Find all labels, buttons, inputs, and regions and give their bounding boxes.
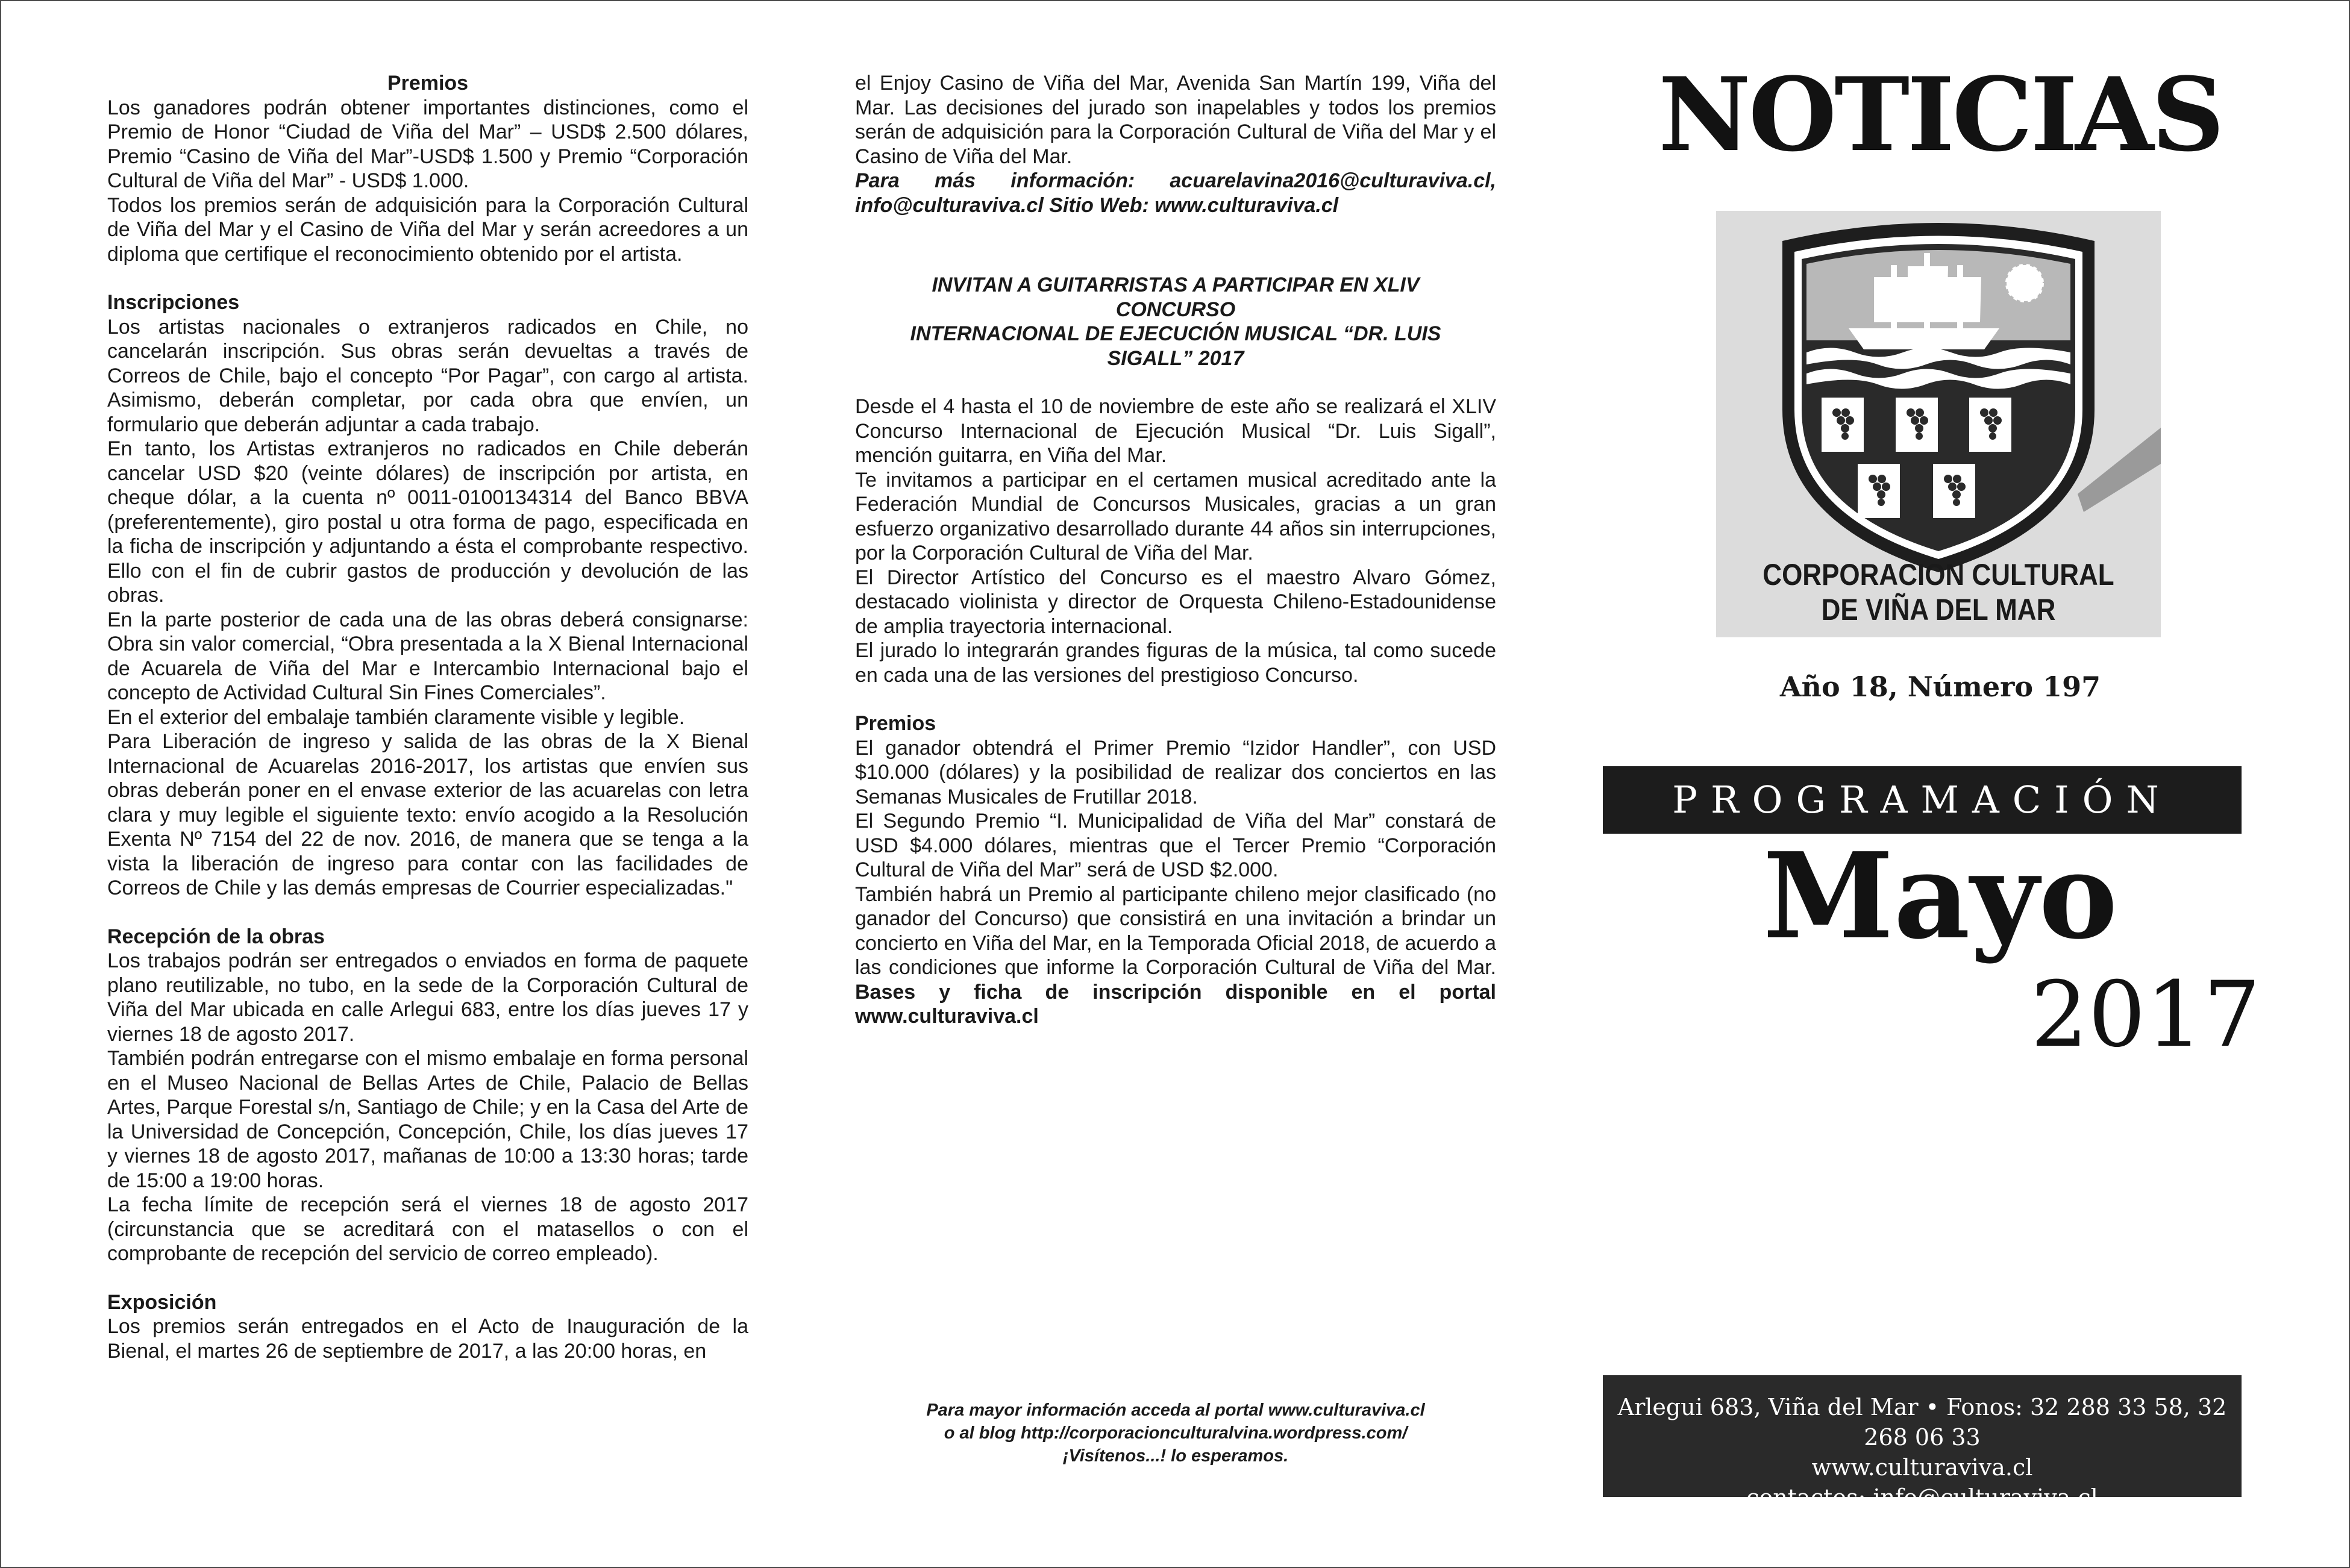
contact-address: Arlegui 683, Viña del Mar • Fonos: 32 288 33 58, 32 268 06 33 [1617, 1394, 2227, 1451]
premios-paragraph-2: Todos los premios serán de adquisición para la Corporación Cultural de Viña del Mar y el Casino de Viña del Mar y serán acreedores a un diploma que certifique el reconocimiento obtenido por el artista. [107, 193, 748, 266]
recepcion-paragraph-2: También podrán entregarse con el mismo embalaje en forma personal en el Museo Nacional de Bellas Artes de Chile, Palacio de Bellas Artes, Parque Forestal s/n, Santiago de Chile; y en la Casa del Arte de la Universidad de Concepción, Concepción, Chile, los días jueves 17 y viernes 18 de agosto 2017, mañanas de 10:00 a 13:30 horas; tarde de 15:00 a 19:00 horas. [107, 1047, 748, 1192]
exposicion-paragraph-1: Los premios serán entregados en el Acto de Inauguración de la Bienal, el martes 26 de septiembre de 2017, a las 20:00 horas, en [107, 1315, 748, 1363]
contact-email: contactos: info@culturaviva.cl [1746, 1484, 2098, 1511]
year-title: 2017 [2031, 963, 2261, 1067]
corporation-logo [1716, 211, 2161, 637]
article-premios-paragraph-2: El Segundo Premio “I. Municipalidad de Viña del Mar” constará de USD $4.000 dólares, mientras que el Tercer Premio “Corporación Cultural de Viña del Mar” será de USD $2.000. [855, 810, 1496, 881]
middle-footer-line-1: Para mayor información acceda al portal www.culturaviva.cl [926, 1401, 1425, 1420]
continuation-paragraph: el Enjoy Casino de Viña del Mar, Avenida San Martín 199, Viña del Mar. Las decisiones del jurado son inapelables y todos los premios serán de adquisición para la Corporación Cultural de Viña del Mar y el Casino de Viña del Mar. [855, 72, 1496, 168]
logo-text-line-2: DE VIÑA DEL MAR [1821, 593, 2056, 626]
recepcion-paragraph-3: La fecha límite de recepción será el viernes 18 de agosto 2017 (circunstancia que se acreditará con el matasellos o con el comprobante de recepción del servicio de correo empleado). [107, 1193, 748, 1265]
recepcion-heading: Recepción de la obras [107, 925, 325, 948]
article-paragraph-1: Desde el 4 hasta el 10 de noviembre de este año se realizará el XLIV Concurso Internacional de Ejecución Musical “Dr. Luis Sigall”, mención guitarra, en Viña del Mar. [855, 395, 1496, 467]
logo-text [1743, 557, 2134, 627]
article-premios-bases-link-text: Bases y ficha de inscripción disponible en el portal www.culturaviva.cl [855, 980, 1496, 1028]
contact-box [1603, 1375, 2242, 1511]
inscripciones-paragraph-5: Para Liberación de ingreso y salida de las obras de la X Bienal Internacional de Acuarelas 2016-2017, los artistas que envíen sus obras deberán poner en el envase exterior de las acuarelas con letra clara y muy legible el siguiente texto: envío acogido a la Resolución Exenta Nº 7154 del 22 de nov. 2016, de manera que se tenga a la vista la liberación de ingreso para contar con las facilidades de Correos de Chile y las demás empresas de Courrier especializadas." [107, 730, 748, 899]
exposicion-heading: Exposición [107, 1290, 217, 1314]
article-title [855, 273, 1496, 370]
logo-text-line-1: CORPORACION CULTURAL [1762, 558, 2114, 592]
middle-footer-line-2: o al blog http://corporacionculturalvina.wordpress.com/ [944, 1423, 1408, 1443]
inscripciones-paragraph-3: En la parte posterior de cada una de las obras deberá consignarse: Obra sin valor comercial, “Obra presentada a la X Bienal Internacional de Acuarela de Viña del Mar e Intercambio Internacional bajo el concepto de Actividad Cultural Sin Fines Comerciales”. [107, 608, 748, 704]
article-paragraph-4: El jurado lo integrarán grandes figuras de la música, tal como sucede en cada una de las versiones del prestigioso Concurso. [855, 639, 1496, 687]
article-premios-paragraph-3 [855, 882, 1496, 1029]
issue-number: Año 18, Número 197 [1779, 670, 2101, 703]
middle-footer [855, 1399, 1496, 1467]
inscripciones-paragraph-1: Los artistas nacionales o extranjeros radicados en Chile, no cancelarán inscripción. Sus obras serán devueltas a través de Correos de Chile, bajo el concepto “Por Pagar”, con cargo al artista. Asimismo, deberán completar, por cada obra que envíen, un formulario que deberán adjuntar a cada trabajo. [107, 315, 748, 436]
contact-website: www.culturaviva.cl [1811, 1454, 2033, 1481]
programacion-banner: PROGRAMACIÓN [1603, 766, 2242, 834]
masthead-title: NOTICIAS [1658, 55, 2222, 174]
article-paragraph-2: Te invitamos a participar en el certamen musical acreditado ante la Federación Mundial de Concursos Musicales, gracias a un gran esfuerzo organizativo desarrollado durante 44 años sin interrupciones, por la Corporación Cultural de Viña del Mar. [855, 468, 1496, 564]
article-title-line-3: INTERNACIONAL DE EJECUCIÓN MUSICAL “DR. LUIS [910, 322, 1441, 345]
month-title: Mayo [1762, 827, 2118, 966]
middle-column [855, 71, 1496, 1029]
article-premios-paragraph-1: El ganador obtendrá el Primer Premio “Izidor Handler”, con USD $10.000 (dólares) y la posibilidad de realizar dos conciertos en las Semanas Musicales de Frutillar 2018. [855, 736, 1496, 808]
article-title-line-4: SIGALL” 2017 [1107, 346, 1244, 370]
left-column [107, 71, 748, 1363]
article-premios-paragraph-3-text: También habrá un Premio al participante chileno mejor clasificado (no ganador del Concurso) que consistirá en una invitación a brindar un concierto en Viña del Mar, en la Temporada Oficial 2018, de acuerdo a las condiciones que informe la Corporación Cultural de Viña del Mar. [855, 882, 1496, 979]
continuation-contact: Para más información: acuarelavina2016@culturaviva.cl, info@culturaviva.cl Sitio Web: www.culturaviva.cl [855, 169, 1496, 217]
article-title-line-2: CONCURSO [1115, 298, 1236, 321]
article-paragraph-3: El Director Artístico del Concurso es el maestro Alvaro Gómez, destacado violinista y director de Orquesta Chileno-Estadounidense de amplia trayectoria internacional. [855, 566, 1496, 638]
middle-footer-line-3: ¡Visítenos...! lo esperamos. [1062, 1446, 1289, 1466]
inscripciones-paragraph-2: En tanto, los Artistas extranjeros no radicados en Chile deberán cancelar USD $20 (veinte dólares) de inscripción por artista, en cheque dólar, a la cuenta nº 0011-0100134314 del Banco BBVA (preferentemente), giro postal u otra forma de pago, especificada en la ficha de inscripción y adjuntando a ésta el comprobante respectivo. Ello con el fin de cubrir gastos de producción y devolución de las obras. [107, 437, 748, 607]
premios-paragraph-1: Los ganadores podrán obtener importantes distinciones, como el Premio de Honor “Ciudad de Viña del Mar” – USD$ 2.500 dólares, Premio “Casino de Viña del Mar”-USD$ 1.500 y Premio “Corporación Cultural de Viña del Mar” - USD$ 1.000. [107, 96, 748, 192]
inscripciones-paragraph-4: En el exterior del embalaje también claramente visible y legible. [107, 705, 685, 729]
article-premios-heading: Premios [855, 712, 936, 735]
inscripciones-heading: Inscripciones [107, 291, 240, 314]
article-title-line-1: INVITAN A GUITARRISTAS A PARTICIPAR EN XLIV [932, 273, 1420, 296]
premios-heading: Premios [387, 72, 469, 95]
recepcion-paragraph-1: Los trabajos podrán ser entregados o enviados en forma de paquete plano reutilizable, no tubo, en la sede de la Corporación Cultural de Viña del Mar ubicada en calle Arlegui 683, entre los días jueves 17 y viernes 18 de agosto 2017. [107, 949, 748, 1046]
